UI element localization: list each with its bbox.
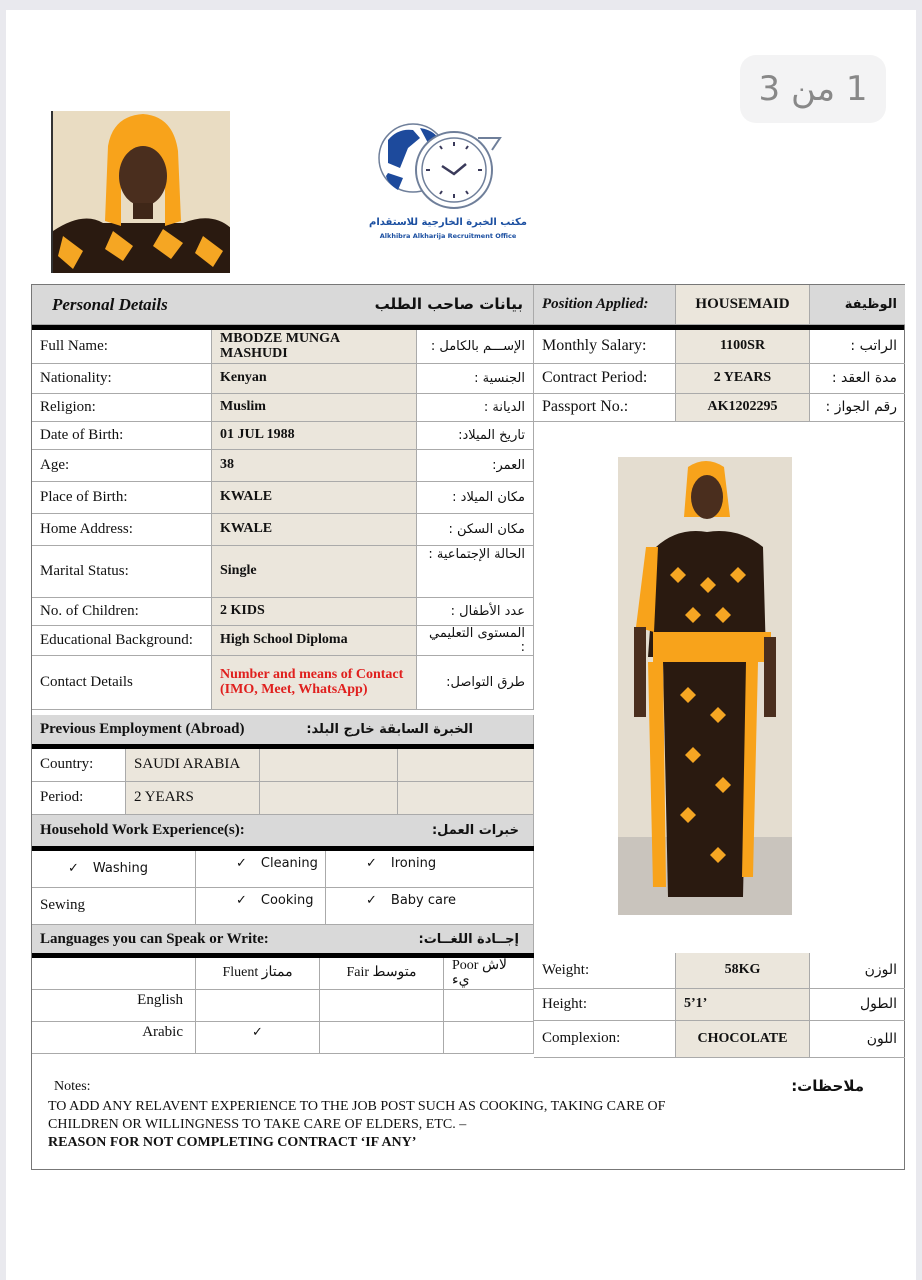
- personal-field-label-ar: تاريخ الميلاد:: [417, 422, 534, 450]
- personal-field-label-ar: الديانة :: [417, 394, 534, 422]
- language-poor-cell[interactable]: [444, 1022, 534, 1054]
- employment-field-value: [260, 782, 398, 815]
- notes-section: [32, 1059, 904, 1169]
- checkmark-icon: ✓: [68, 861, 79, 877]
- company-name-arabic: مكتب الخبرة الخارجية للاستقدام: [369, 217, 527, 228]
- physical-field-label-ar: اللون: [810, 1021, 905, 1058]
- position-applied-value: HOUSEMAID: [676, 285, 810, 325]
- household-item: [196, 851, 326, 888]
- checkmark-icon: ✓: [366, 893, 377, 908]
- language-poor-cell[interactable]: [444, 990, 534, 1022]
- position-field-label-ar: الراتب :: [810, 330, 905, 364]
- household-item-label: Washing: [92, 861, 149, 877]
- personal-field-label-ar: الإســـم بالكامل :: [417, 330, 534, 364]
- household-experience-title-ar: خبرات العمل:: [332, 815, 534, 847]
- personal-field-label: Place of Birth:: [32, 482, 212, 514]
- personal-field-label: Marital Status:: [32, 546, 212, 598]
- physical-field-label: Height:: [534, 989, 676, 1021]
- personal-field-label: No. of Children:: [32, 598, 212, 626]
- personal-field-label: Full Name:: [32, 330, 212, 364]
- household-item: [326, 851, 534, 888]
- personal-field-label-ar: العمر:: [417, 450, 534, 482]
- personal-field-label-ar: الجنسية :: [417, 364, 534, 394]
- checkmark-icon: ✓: [366, 856, 377, 871]
- employment-field-label: Country:: [32, 749, 126, 782]
- employment-field-value: [398, 782, 534, 815]
- employment-field-value: SAUDI ARABIA: [126, 749, 260, 782]
- physical-field-label: Complexion:: [534, 1021, 676, 1058]
- position-field-label-ar: رقم الجواز :: [810, 394, 905, 422]
- language-fluent-cell[interactable]: ✓: [196, 1022, 320, 1054]
- notes-line-2: CHILDREN OR WILLINGNESS TO TAKE CARE OF ELDERS, ETC. –: [48, 1117, 467, 1132]
- language-name: English: [32, 990, 196, 1022]
- position-field-value: 2 YEARS: [676, 364, 810, 394]
- physical-field-value: CHOCOLATE: [676, 1021, 810, 1058]
- employment-field-value: [398, 749, 534, 782]
- personal-field-value: High School Diploma: [212, 626, 417, 656]
- company-name-english: Alkhibra Alkharija Recruitment Office: [379, 232, 517, 240]
- personal-field-label-ar: الحالة الإجتماعية :: [417, 546, 534, 598]
- languages-title: Languages you can Speak or Write:: [40, 930, 269, 947]
- position-applied-label-ar: الوظيفة: [810, 285, 905, 325]
- personal-field-value: Kenyan: [212, 364, 417, 394]
- language-fluent-cell[interactable]: [196, 990, 320, 1022]
- personal-field-value: MBODZE MUNGA MASHUDI: [212, 330, 417, 364]
- personal-field-value: KWALE: [212, 514, 417, 546]
- household-item-label: Sewing: [40, 897, 85, 914]
- employment-field-value: [260, 749, 398, 782]
- personal-field-label: Date of Birth:: [32, 422, 212, 450]
- personal-field-label-ar: مكان الميلاد :: [417, 482, 534, 514]
- physical-field-label-ar: الطول: [810, 989, 905, 1021]
- household-item-label: Cooking: [260, 893, 314, 908]
- personal-details-title: Personal Details: [52, 294, 168, 314]
- language-name: Arabic: [32, 1022, 196, 1054]
- household-experience-title: Household Work Experience(s):: [40, 821, 245, 838]
- notes-line-1: TO ADD ANY RELAVENT EXPERIENCE TO THE JOB POST SUCH AS COOKING, TAKING CARE OF: [48, 1099, 666, 1114]
- personal-field-value: Single: [212, 546, 417, 598]
- checkmark-icon: ✓: [236, 893, 247, 908]
- physical-field-value: 5’1’: [676, 989, 810, 1021]
- household-item-label: Baby care: [390, 893, 457, 908]
- notes-label-ar: ملاحظات:: [791, 1077, 864, 1095]
- position-applied-label: Position Applied:: [534, 285, 676, 325]
- language-level-header: Fluent ممتاز: [196, 958, 320, 990]
- physical-field-label: Weight:: [534, 953, 676, 989]
- previous-employment-title: Previous Employment (Abroad): [40, 720, 245, 737]
- company-logo: [358, 118, 538, 248]
- language-level-header: Poor لاش يء: [444, 958, 534, 990]
- personal-field-value: 01 JUL 1988: [212, 422, 417, 450]
- employment-field-label: Period:: [32, 782, 126, 815]
- physical-field-label-ar: الوزن: [810, 953, 905, 989]
- personal-field-value: 2 KIDS: [212, 598, 417, 626]
- page-indicator: 1 من 3: [740, 55, 886, 123]
- household-item: [196, 888, 326, 925]
- personal-field-label: Educational Background:: [32, 626, 212, 656]
- position-field-value: AK1202295: [676, 394, 810, 422]
- applicant-full-body-photo: [618, 457, 792, 915]
- household-item-label: Cleaning: [260, 856, 318, 871]
- languages-corner-cell: [32, 958, 196, 990]
- notes-line-3: REASON FOR NOT COMPLETING CONTRACT ‘IF ANY’: [48, 1135, 417, 1150]
- position-field-value: 1100SR: [676, 330, 810, 364]
- document-page: [6, 10, 916, 1280]
- personal-field-label-ar: مكان السكن :: [417, 514, 534, 546]
- position-field-label: Monthly Salary:: [534, 330, 676, 364]
- language-level-header: Fair متوسط: [320, 958, 444, 990]
- household-item: [32, 888, 196, 925]
- globe-clock-icon: [358, 118, 538, 218]
- personal-field-label-ar: عدد الأطفال :: [417, 598, 534, 626]
- household-item: [32, 851, 196, 888]
- personal-field-value: Number and means of Contact (IMO, Meet, WhatsApp): [212, 656, 417, 710]
- personal-field-label: Home Address:: [32, 514, 212, 546]
- personal-field-value: KWALE: [212, 482, 417, 514]
- employment-field-value: 2 YEARS: [126, 782, 260, 815]
- languages-title-ar: إجــادة اللغــات:: [332, 925, 534, 955]
- household-item-label: Ironing: [390, 856, 437, 871]
- personal-field-value: 38: [212, 450, 417, 482]
- physical-field-value: 58KG: [676, 953, 810, 989]
- personal-field-label-ar: طرق التواصل:: [417, 656, 534, 710]
- language-fair-cell[interactable]: [320, 990, 444, 1022]
- position-field-label: Contract Period:: [534, 364, 676, 394]
- personal-field-label: Nationality:: [32, 364, 212, 394]
- previous-employment-title-ar: الخبرة السابقة خارج البلد:: [272, 715, 534, 745]
- personal-field-label-ar: المستوى التعليمي :: [417, 626, 534, 656]
- notes-label: Notes:: [54, 1079, 91, 1094]
- applicant-portrait-photo: [51, 111, 230, 273]
- personal-field-label: Contact Details: [32, 656, 212, 710]
- household-item: [326, 888, 534, 925]
- personal-field-value: Muslim: [212, 394, 417, 422]
- language-fair-cell[interactable]: [320, 1022, 444, 1054]
- personal-field-label: Religion:: [32, 394, 212, 422]
- personal-field-label: Age:: [32, 450, 212, 482]
- notes-label-text: Notes: [54, 1079, 87, 1094]
- checkmark-icon: ✓: [236, 856, 247, 871]
- personal-details-title-ar: بيانات صاحب الطلب: [332, 285, 534, 325]
- position-field-label-ar: مدة العقد :: [810, 364, 905, 394]
- position-field-label: Passport No.:: [534, 394, 676, 422]
